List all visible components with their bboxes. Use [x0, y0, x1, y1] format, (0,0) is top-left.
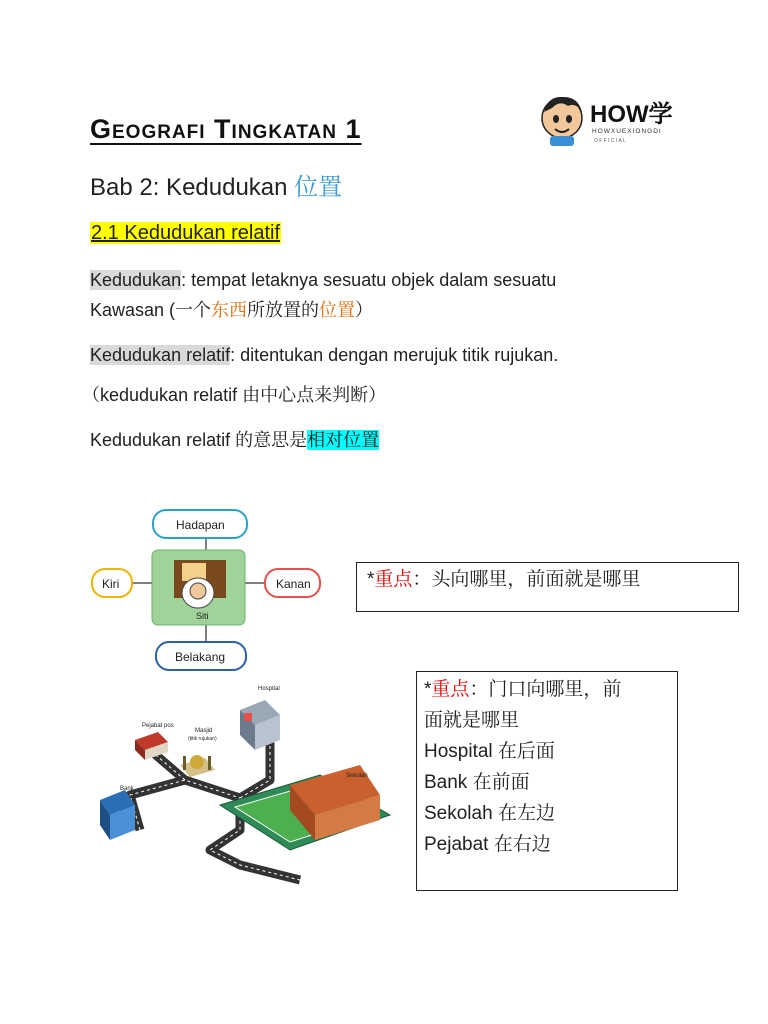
map-hospital-label: Hospital: [258, 686, 280, 692]
definition-text: : tempat letaknya sesuatu objek dalam sesuatu: [181, 270, 557, 290]
definition-text-2a: Kawasan (一个: [90, 300, 212, 320]
paragraph-meaning: [90, 425, 379, 455]
map-mosque-label: Masjid: [195, 728, 213, 734]
page-title: Geografi Tingkatan 1: [90, 114, 362, 144]
paragraph-relatif: [82, 340, 559, 410]
definition-text-2d: 位置: [319, 300, 356, 320]
relatif-note: （kedudukan relatif 由中心点来判断）: [82, 385, 387, 405]
note2-line: Pejabat 在右边: [424, 834, 551, 855]
note2-line: Sekolah 在左边: [424, 803, 555, 824]
note1-text: ：头向哪里，前面就是哪里: [412, 569, 641, 590]
logo-subtitle: HOWXUEXIONGDI: [592, 128, 662, 135]
map-school-label: Sekolah: [346, 773, 368, 779]
map-illustration: [90, 680, 410, 895]
note-box-2: [416, 671, 678, 891]
map-bank-label: Bank: [120, 786, 134, 792]
note2-line: Hospital 在后面: [424, 741, 555, 762]
map-mosque-sub: (titik rujukan): [188, 736, 217, 742]
left-label: Kiri: [102, 577, 120, 591]
note2-text: ：门口向哪里，前: [469, 679, 622, 700]
note2-star: *: [424, 679, 432, 700]
orientation-diagram: [86, 505, 326, 675]
map-post-label: Pejabat pos: [142, 723, 174, 729]
term-relatif: Kedudukan relatif: [90, 345, 231, 365]
chapter-cn: 位置: [294, 174, 343, 201]
definition-text-2c: 所放置的: [247, 300, 320, 320]
front-label: Hadapan: [176, 518, 225, 532]
note1-star: *: [367, 569, 375, 590]
chapter-heading: [90, 167, 342, 202]
note1-key: 重点: [374, 569, 413, 590]
logo-subtitle-2: O F F I C I A L: [594, 138, 626, 144]
note-box-1: [356, 562, 739, 612]
meaning-text: Kedudukan relatif 的意思是: [90, 430, 308, 450]
paragraph-kedudukan: [90, 265, 556, 325]
definition-text-2b: 东西: [211, 300, 248, 320]
brand-logo: [538, 92, 688, 148]
section-heading-text: 2.1 Kedudukan relatif: [91, 222, 281, 244]
relatif-definition: : ditentukan dengan merujuk titik rujukan.: [230, 345, 559, 365]
right-label: Kanan: [276, 577, 311, 591]
term-kedudukan: Kedudukan: [90, 270, 182, 290]
note2-line: Bank 在前面: [424, 772, 530, 793]
section-heading: [90, 222, 281, 245]
logo-text: HOW学: [590, 101, 673, 128]
meaning-highlight: 相对位置: [307, 430, 380, 450]
center-label: Siti: [196, 611, 209, 621]
note2-key: 重点: [431, 679, 470, 700]
back-label: Belakang: [175, 650, 226, 664]
definition-text-2e: ）: [355, 300, 374, 320]
note2-line: 面就是哪里: [424, 710, 520, 731]
chapter-prefix: Bab 2: Kedudukan: [90, 174, 295, 201]
